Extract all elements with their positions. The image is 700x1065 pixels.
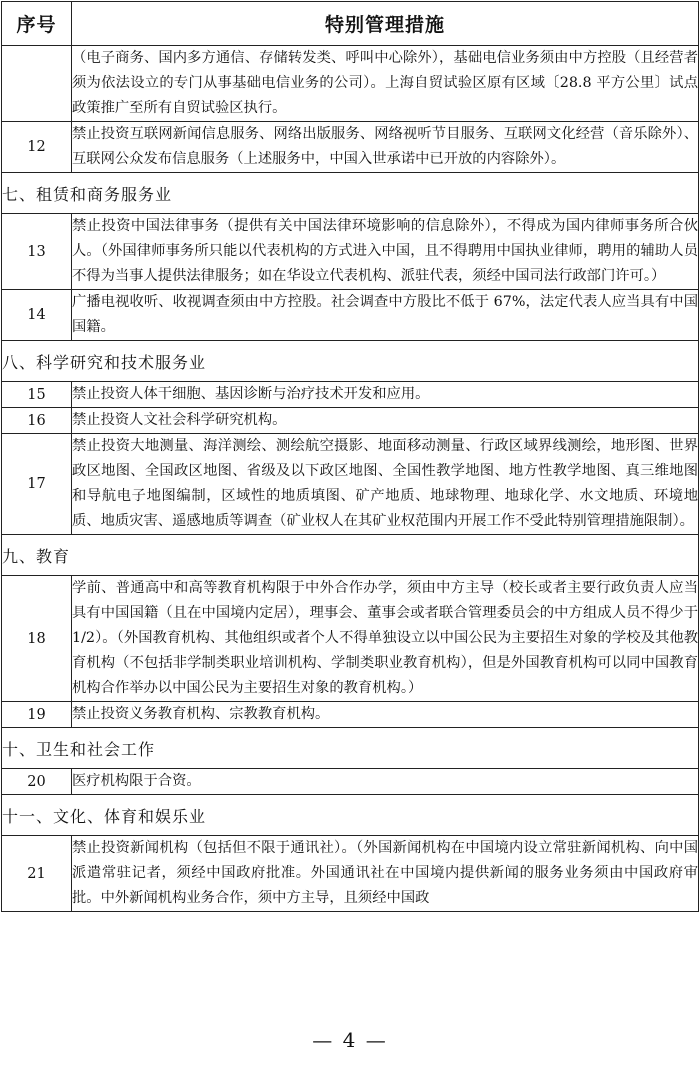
table-row xyxy=(2,576,699,702)
column-header-no: 序号 xyxy=(2,2,72,46)
measure-text: 禁止投资互联网新闻信息服务、网络出版服务、网络视听节目服务、互联网文化经营（音乐除外）、互联网公众发布信息服务（上述服务中，中国入世承诺中已开放的内容除外）。 xyxy=(72,122,699,173)
measure-text: 医疗机构限于合资。 xyxy=(72,769,699,795)
table-row xyxy=(2,46,699,122)
item-number: 14 xyxy=(2,290,72,341)
special-measures-table xyxy=(1,1,699,912)
item-number: 18 xyxy=(2,576,72,702)
section-heading: 十、卫生和社会工作 xyxy=(2,728,699,769)
section-heading-row xyxy=(2,173,699,214)
section-heading-row xyxy=(2,535,699,576)
section-heading: 九、教育 xyxy=(2,535,699,576)
measure-text: 学前、普通高中和高等教育机构限于中外合作办学，须由中方主导（校长或者主要行政负责人应当具有中国国籍（且在中国境内定居），理事会、董事会或者联合管理委员会的中方组成人员不得少于 1/2）。（外国教育机构、其他组织或者个人不得单独设立以中国公民为主要招生对象的学校及其他教育机构（不包括非学制类职业培训机构、学制类职业教育机构），但是外国教育机构可以同中国教育机构合作举办以中国公民为主要招生对象的教育机构。） xyxy=(72,576,699,702)
table-row xyxy=(2,702,699,728)
item-number: 16 xyxy=(2,408,72,434)
table-row xyxy=(2,769,699,795)
section-heading: 七、租赁和商务服务业 xyxy=(2,173,699,214)
section-heading-row xyxy=(2,341,699,382)
measure-text: 禁止投资新闻机构（包括但不限于通讯社）。（外国新闻机构在中国境内设立常驻新闻机构、向中国派遣常驻记者，须经中国政府批准。外国通讯社在中国境内提供新闻的服务业务须由中国政府审批。中外新闻机构业务合作，须中方主导，且须经中国政 xyxy=(72,836,699,912)
item-number: 12 xyxy=(2,122,72,173)
measure-text: 禁止投资人文社会科学研究机构。 xyxy=(72,408,699,434)
section-heading: 十一、文化、体育和娱乐业 xyxy=(2,795,699,836)
item-number: 13 xyxy=(2,214,72,290)
item-number: 21 xyxy=(2,836,72,912)
item-number: 15 xyxy=(2,382,72,408)
table-row xyxy=(2,382,699,408)
table-body xyxy=(2,46,699,912)
measure-text: 禁止投资义务教育机构、宗教教育机构。 xyxy=(72,702,699,728)
column-header-measures: 特别管理措施 xyxy=(72,2,699,46)
table-row xyxy=(2,122,699,173)
item-number: 17 xyxy=(2,434,72,535)
page-number: — 4 — xyxy=(312,1028,388,1052)
item-number xyxy=(2,46,72,122)
section-heading-row xyxy=(2,728,699,769)
item-number: 19 xyxy=(2,702,72,728)
measure-text: 禁止投资中国法律事务（提供有关中国法律环境影响的信息除外），不得成为国内律师事务所合伙人。（外国律师事务所只能以代表机构的方式进入中国，且不得聘用中国执业律师，聘用的辅助人员不得为当事人提供法律服务；如在华设立代表机构、派驻代表，须经中国司法行政部门许可。） xyxy=(72,214,699,290)
table-row xyxy=(2,290,699,341)
section-heading: 八、科学研究和技术服务业 xyxy=(2,341,699,382)
table-row xyxy=(2,836,699,912)
table-header-row xyxy=(2,2,699,46)
section-heading-row xyxy=(2,795,699,836)
table-row xyxy=(2,434,699,535)
measure-text: 广播电视收听、收视调查须由中方控股。社会调查中方股比不低于 67%，法定代表人应当具有中国国籍。 xyxy=(72,290,699,341)
measure-text: 禁止投资人体干细胞、基因诊断与治疗技术开发和应用。 xyxy=(72,382,699,408)
item-number: 20 xyxy=(2,769,72,795)
table-row xyxy=(2,408,699,434)
measure-text: 禁止投资大地测量、海洋测绘、测绘航空摄影、地面移动测量、行政区域界线测绘，地形图、世界政区地图、全国政区地图、省级及以下政区地图、全国性教学地图、地方性教学地图、真三维地图和导航电子地图编制，区域性的地质填图、矿产地质、地球物理、地球化学、水文地质、环境地质、地质灾害、遥感地质等调查（矿业权人在其矿业权范围内开展工作不受此特别管理措施限制）。 xyxy=(72,434,699,535)
table-row xyxy=(2,214,699,290)
measure-text: （电子商务、国内多方通信、存储转发类、呼叫中心除外），基础电信业务须由中方控股（且经营者须为依法设立的专门从事基础电信业务的公司）。上海自贸试验区原有区域〔28.8 平方公里〕试点政策推广至所有自贸试验区执行。 xyxy=(72,46,699,122)
